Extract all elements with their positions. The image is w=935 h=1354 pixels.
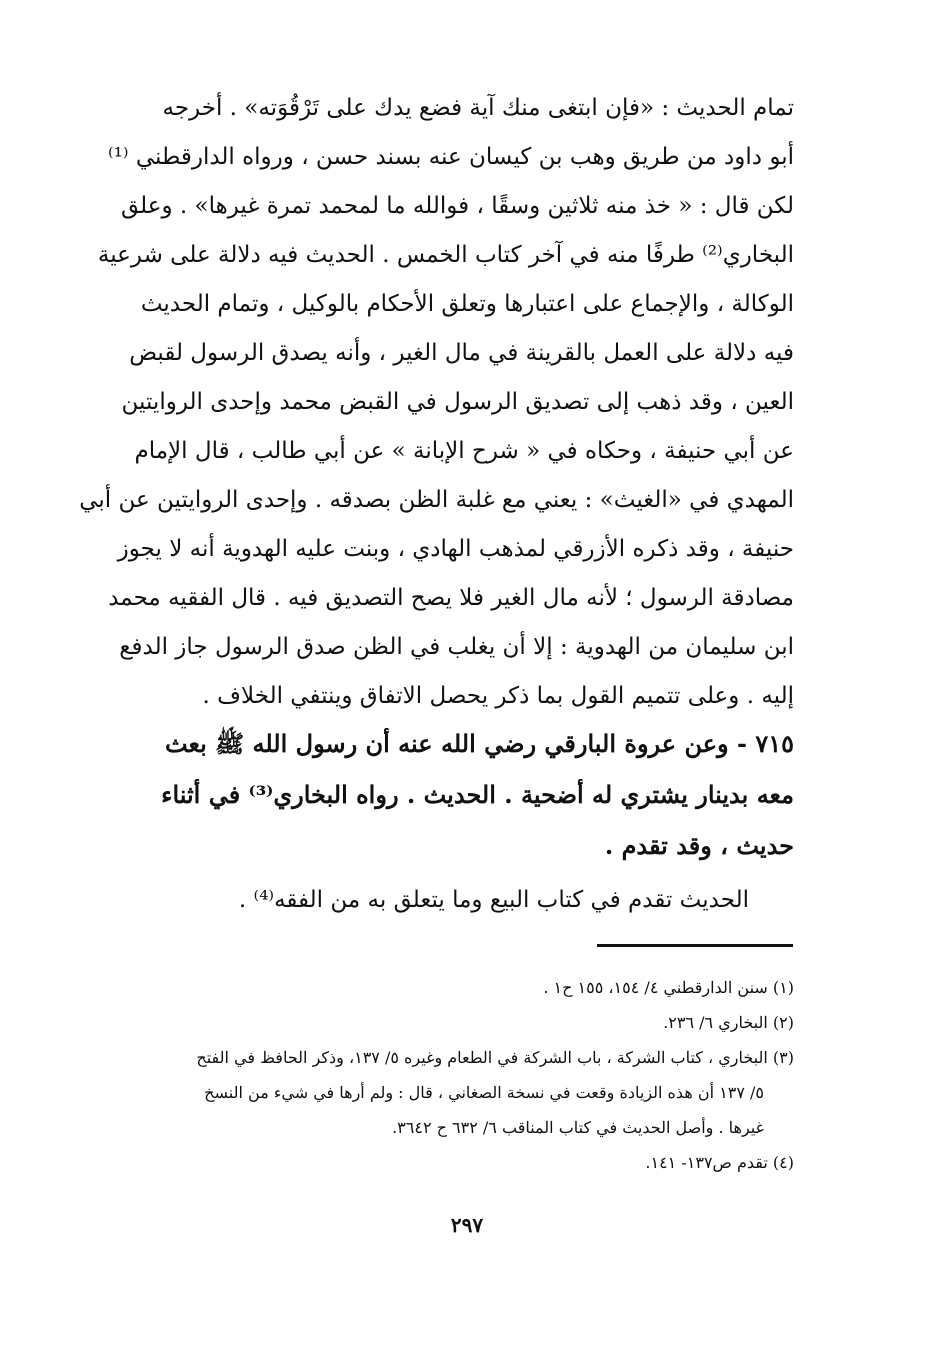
text-line: عن أبي حنيفة ، وحكاه في « شرح الإبانة » عن أبي طالب ، قال الإمام <box>134 438 794 464</box>
text-line: الوكالة ، والإجماع على اعتبارها وتعلق الأحكام بالوكيل ، وتمام الحديث <box>140 291 794 317</box>
text-line: حنيفة ، وقد ذكره الأزرقي لمذهب الهادي ، وبنت عليه الهدوية أنه لا يجوز <box>117 536 794 562</box>
text-line: فيه دلالة على العمل بالقرينة في مال الغير ، وأنه يصدق الرسول لقبض <box>129 340 794 366</box>
hadith-line: معه بدينار يشتري له أضحية . الحديث . رواه البخاري⁽³⁾ في أثناء <box>161 780 794 809</box>
footnote-separator <box>597 944 793 947</box>
text-line: البخاري⁽²⁾ طرفًا منه في آخر كتاب الخمس . الحديث فيه دلالة على شرعية <box>97 242 794 268</box>
footnote-line: (٢) البخاري ٦/ ٢٣٦. <box>663 1013 794 1032</box>
text-line: المهدي في «الغيث» : يعني مع غلبة الظن بصدقه . وإحدى الروايتين عن أبي <box>79 487 794 513</box>
page-number: ٢٩٧ <box>450 1213 484 1237</box>
footnotes <box>134 970 794 1180</box>
hadith-line: ٧١٥ - وعن عروة البارقي رضي الله عنه أن رسول الله ﷺ بعث <box>164 729 794 758</box>
text-line: أبو داود من طريق وهب بن كيسان عنه بسند حسن ، ورواه الدارقطني ⁽¹⁾ <box>108 144 794 170</box>
text-line: مصادقة الرسول ؛ لأنه مال الغير فلا يصح التصديق فيه . قال الفقيه محمد <box>108 585 794 611</box>
hadith-comment: الحديث تقدم في كتاب البيع وما يتعلق به من الفقه⁽⁴⁾ . <box>238 887 749 913</box>
footnote-line: (٣) البخاري ، كتاب الشركة ، باب الشركة في الطعام وغيره ٥/ ١٣٧، وذكر الحافظ في الفتح <box>196 1048 794 1067</box>
text-line: إليه . وعلى تتميم القول بما ذكر يحصل الاتفاق وينتفي الخلاف . <box>202 683 794 709</box>
footnote-line: (١) سنن الدارقطني ٤/ ١٥٤، ١٥٥ ح١ . <box>543 978 794 997</box>
footnote-line: ٥/ ١٣٧ أن هذه الزيادة وقعت في نسخة الصغاني ، قال : ولم أرها في شيء من النسخ <box>204 1083 764 1102</box>
text-line: تمام الحديث : «فإن ابتغى منك آية فضع يدك على تَرْقُوَته» . أخرجه <box>162 95 794 121</box>
commentary-text <box>79 84 794 721</box>
footnote-line: غيرها . وأصل الحديث في كتاب المناقب ٦/ ٦٣٢ ح ٣٦٤٢. <box>392 1118 764 1137</box>
text-line: لكن قال : « خذ منه ثلاثين وسقًا ، فوالله ما لمحمد تمرة غيرها» . وعلق <box>120 193 794 219</box>
footnote-line: (٤) تقدم ص١٣٧- ١٤١. <box>645 1153 794 1172</box>
text-line: ابن سليمان من الهدوية : إلا أن يغلب في الظن صدق الرسول جاز الدفع <box>119 634 794 660</box>
text-line: العين ، وقد ذهب إلى تصديق الرسول في القبض محمد وإحدى الروايتين <box>121 389 794 415</box>
hadith-text <box>134 718 794 871</box>
hadith-line: حديث ، وقد تقدم . <box>604 831 794 860</box>
